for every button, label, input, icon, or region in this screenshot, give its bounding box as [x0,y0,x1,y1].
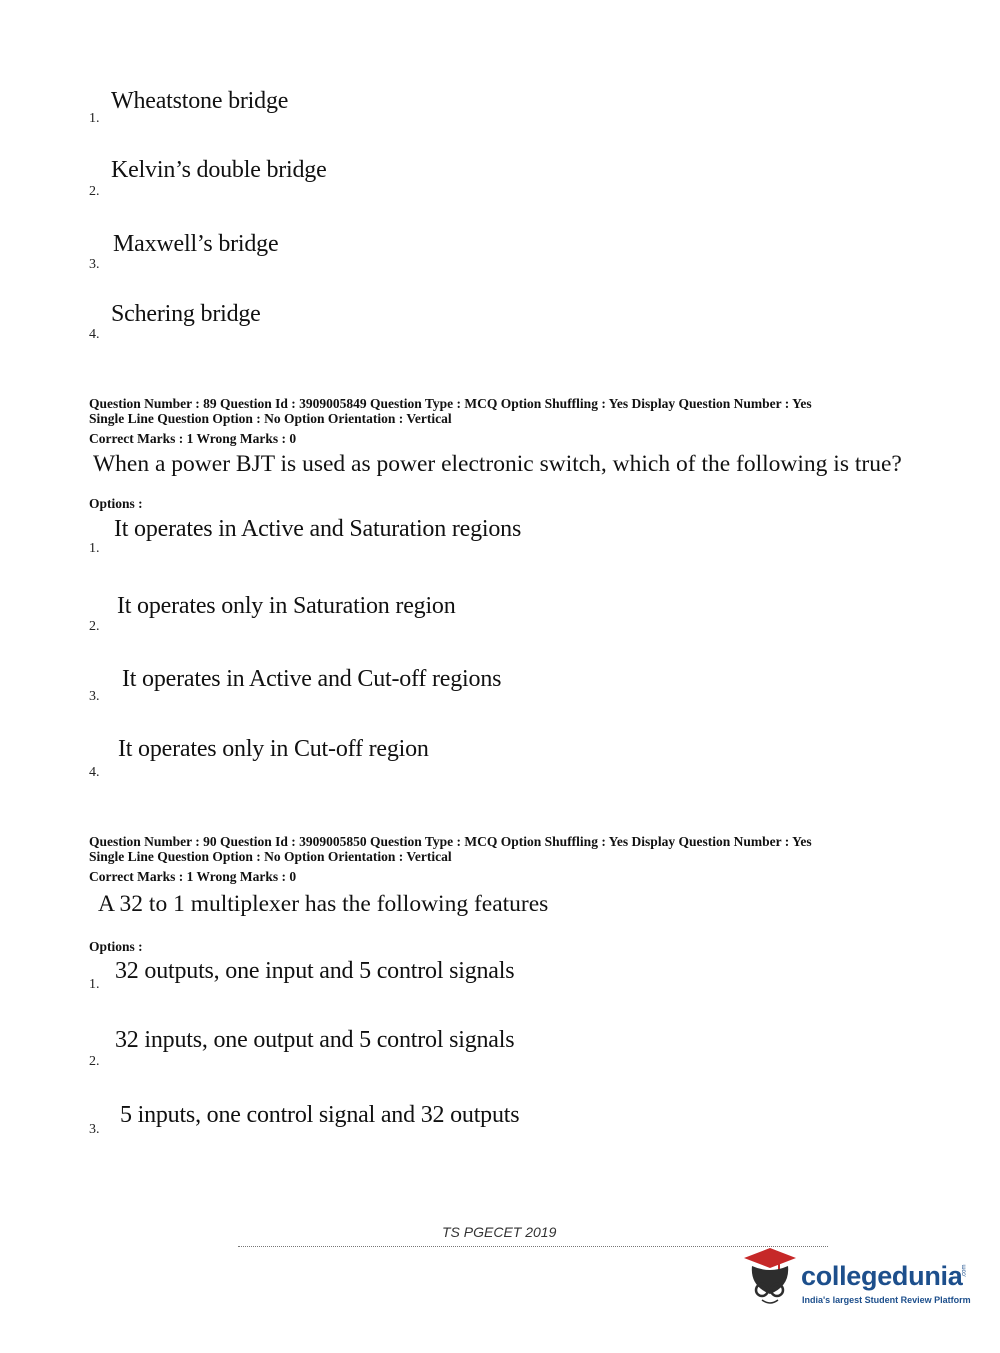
option-text: Kelvin’s double bridge [111,157,327,183]
logo-com: .com [961,1264,968,1278]
option-text: It operates in Active and Saturation regions [114,516,522,542]
option-number: 3. [89,689,100,704]
option-number: 1. [89,977,100,992]
logo-wordmark: collegedunia [801,1261,963,1291]
option-number: 2. [89,184,100,199]
question-marks: Correct Marks : 1 Wrong Marks : 0 [89,869,297,884]
question-marks: Correct Marks : 1 Wrong Marks : 0 [89,431,297,446]
option-text: Schering bridge [111,301,261,327]
option-number: 2. [89,1054,100,1069]
option-number: 1. [89,541,100,556]
option-text: Wheatstone bridge [111,88,289,114]
graduate-mascot-icon [740,1246,802,1308]
option-text: It operates only in Cut-off region [118,736,429,762]
options-label: Options : [89,939,143,954]
question-meta-line2: Single Line Question Option : No Option Orientation : Vertical [89,849,452,864]
option-number: 2. [89,619,100,634]
question-meta-line2: Single Line Question Option : No Option Orientation : Vertical [89,411,452,426]
options-label: Options : [89,496,143,511]
option-number: 4. [89,327,100,342]
option-text: It operates in Active and Cut-off regions [122,666,502,692]
option-text: 5 inputs, one control signal and 32 outputs [120,1102,520,1128]
footer-title: TS PGECET 2019 [442,1224,557,1240]
option-text: It operates only in Saturation region [117,593,456,619]
option-number: 3. [89,1122,100,1137]
logo-tagline: India's largest Student Review Platform [802,1295,971,1305]
question-meta-line1: Question Number : 90 Question Id : 3909005850 Question Type : MCQ Option Shuffling : Yes Display Question Number : Yes [89,834,812,849]
question-text: When a power BJT is used as power electronic switch, which of the following is true? [93,451,902,477]
option-number: 3. [89,257,100,272]
option-text: Maxwell’s bridge [113,231,279,257]
question-meta-line1: Question Number : 89 Question Id : 3909005849 Question Type : MCQ Option Shuffling : Yes Display Question Number : Yes [89,396,812,411]
question-text: A 32 to 1 multiplexer has the following features [98,891,549,917]
option-text: 32 outputs, one input and 5 control signals [115,958,515,984]
option-text: 32 inputs, one output and 5 control signals [115,1027,515,1053]
option-number: 4. [89,765,100,780]
option-number: 1. [89,111,100,126]
